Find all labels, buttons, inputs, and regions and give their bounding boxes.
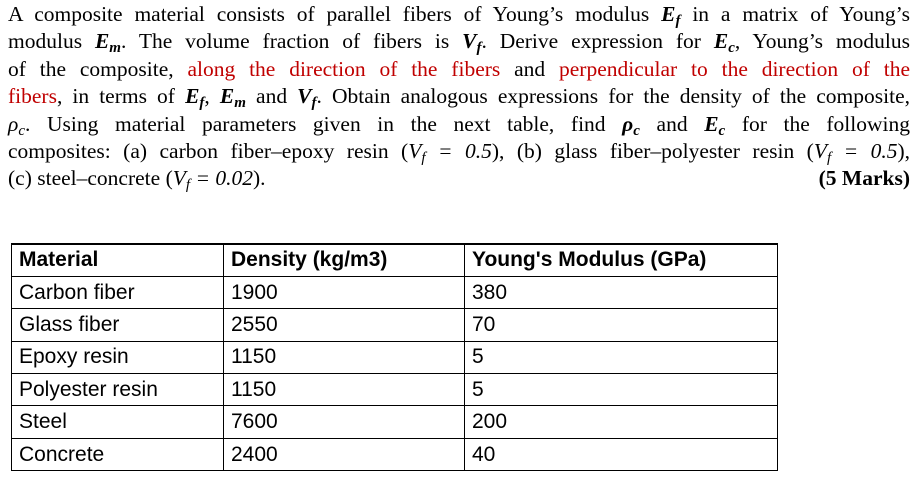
cell-modulus: 5 — [465, 374, 778, 406]
cell-density: 1900 — [224, 276, 465, 308]
symbol-Vf: $V_f = 0.5$ — [813, 139, 898, 166]
text-fragment: . Derive expression for — [481, 29, 714, 54]
highlight-fibers: fibers — [8, 84, 57, 109]
text-fragment: , Young’s modulus — [734, 29, 910, 54]
symbol-rho-c: $\rho_c$ — [8, 111, 26, 139]
table-header-row — [12, 244, 778, 276]
question-line-7-text: (c) steel–concrete $(V_f = 0.02)$. — [8, 166, 266, 194]
question-line-4: fibers, in terms of $E_f$, $E_m$ and $V_f$. Obtain analogous expressions for the density of the composite, — [8, 84, 911, 111]
table-row — [12, 341, 778, 373]
text-fragment: composites: (a) carbon fiber–epoxy resin ( — [8, 139, 409, 164]
highlight-perpendicular: perpendicular to the direction of the — [559, 56, 910, 81]
question-text — [8, 1, 910, 193]
symbol-Em: $E_m$ — [219, 84, 246, 111]
cell-density: 1150 — [224, 341, 465, 373]
header-youngs-modulus: Young's Modulus (GPa) — [465, 244, 778, 276]
table-row — [12, 309, 778, 341]
cell-density: 2400 — [224, 438, 465, 470]
header-density: Density (kg/m3) — [224, 244, 465, 276]
table-row — [12, 406, 778, 438]
question-line-5: $\rho_c$. Using material parameters given in the next table, find $\rho_c$ and $E_c$ for the following — [8, 111, 910, 139]
cell-material: Carbon fiber — [12, 276, 224, 308]
cell-modulus: 5 — [465, 341, 778, 373]
cell-modulus: 380 — [465, 276, 778, 308]
symbol-Ef: $E_f$ — [661, 2, 681, 29]
text-fragment: , in terms of — [56, 84, 186, 109]
highlight-along-fibers: along the direction of the fibers — [187, 56, 501, 81]
cell-density: 2550 — [224, 309, 465, 341]
question-line-3 — [8, 56, 910, 83]
cell-modulus: 200 — [465, 406, 778, 438]
symbol-Vf: $V_f$ — [462, 29, 482, 57]
question-line-2 — [8, 28, 910, 55]
header-material: Material — [12, 244, 224, 276]
cell-material: Epoxy resin — [12, 341, 224, 373]
cell-material: Glass fiber — [12, 309, 224, 341]
text-fragment: ), (b) glass fiber–polyester resin ( — [491, 139, 814, 164]
text-fragment: for the following — [725, 111, 910, 136]
cell-material: Polyester resin — [12, 374, 224, 406]
cell-material: Concrete — [12, 438, 224, 470]
cell-modulus: 40 — [465, 438, 778, 470]
symbol-Ec: $E_c$ — [713, 29, 735, 57]
marks-label: (5 Marks) — [818, 166, 910, 191]
question-line-1 — [8, 1, 910, 28]
symbol-Ec: $E_c$ — [704, 111, 726, 139]
cell-density: 7600 — [224, 406, 465, 438]
question-line-6 — [8, 138, 910, 165]
text-fragment: A composite material consists of parallel fibers of Young’s modulus — [8, 2, 662, 26]
table-row — [12, 276, 778, 308]
text-fragment: . Using material parameters given in the next table, find — [25, 111, 623, 136]
text-fragment: modulus — [8, 29, 95, 54]
symbol-rho-c: $\rho_c$ — [622, 111, 640, 139]
question-line-7 — [8, 165, 910, 192]
symbol-Vf: $V_f = 0.5$ — [408, 139, 492, 166]
cell-modulus: 70 — [465, 309, 778, 341]
text-fragment: ), — [897, 139, 911, 164]
text-fragment: of the composite, — [8, 56, 188, 81]
symbol-Vf: $V_f = 0.02$ — [172, 166, 253, 194]
material-table — [11, 243, 778, 471]
table-row — [12, 374, 778, 406]
text-fragment: . Obtain analogous expressions for the density of the composite, — [316, 84, 911, 109]
text-fragment: . The volume fraction of fibers is — [121, 29, 463, 54]
symbol-Em: $E_m$ — [94, 29, 122, 57]
table-row — [12, 438, 778, 470]
text-fragment: and — [500, 56, 559, 81]
cell-material: Steel — [12, 406, 224, 438]
symbol-Ef: $E_f$ — [185, 84, 205, 111]
symbol-Vf: $V_f$ — [297, 84, 317, 111]
text-fragment: in a matrix of Young’s — [680, 2, 910, 26]
cell-density: 1150 — [224, 374, 465, 406]
